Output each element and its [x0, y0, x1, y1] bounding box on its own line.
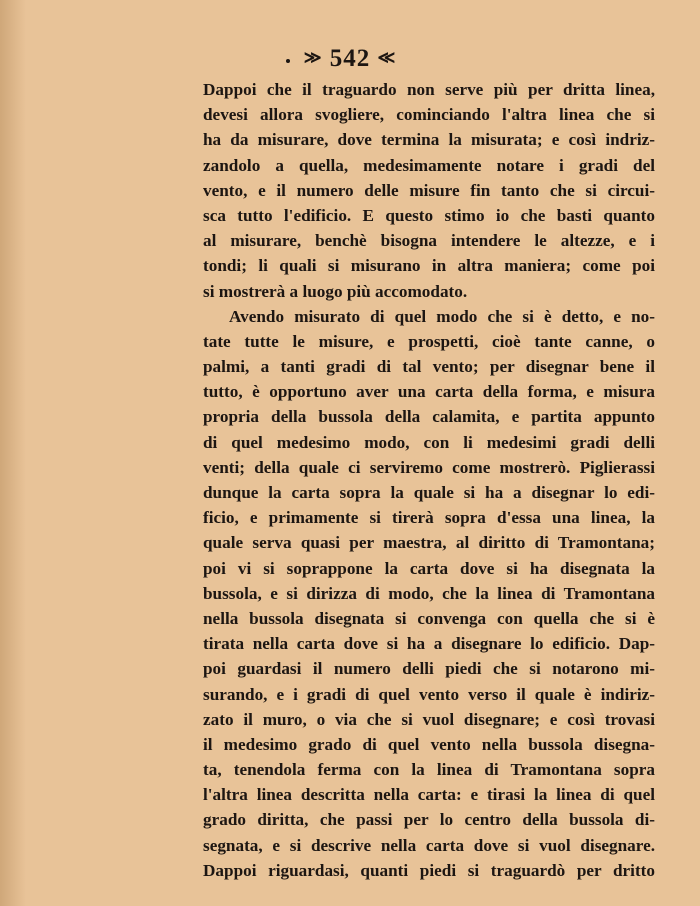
text-line: poi guardasi il numero delli piedi che si notarono mi- — [203, 659, 655, 679]
page-number: 542 — [329, 45, 371, 72]
text-line: Dappoi che il traguardo non serve più per dritta linea, — [203, 80, 655, 99]
text-line: quale serva quasi per maestra, al diritto di Tramontana; — [203, 533, 655, 553]
text-line: tirata nella carta dove si ha a disegnare lo edificio. Dap- — [203, 634, 655, 654]
text-line: palmi, a tanti gradi di tal vento; per disegnar bene il — [203, 357, 655, 377]
text-line: zato il muro, o via che si vuol disegnare; e così trovasi — [203, 709, 655, 729]
text-line: bussola, e si dirizza di modo, che la linea di Tramontana — [203, 583, 655, 603]
text-line: propria della bussola della calamita, e partita appunto — [203, 407, 655, 427]
text-line: tutto, è opportuno aver una carta della forma, e misura — [203, 382, 655, 402]
text-line: venti; della quale ci serviremo come mostrerò. Piglierassi — [203, 457, 655, 477]
text-line: zandolo a quella, medesimamente notare i gradi del — [203, 155, 655, 175]
body-text — [203, 77, 655, 883]
text-line: surando, e i gradi di quel vento verso il quale è indiriz- — [203, 684, 655, 704]
text-line: nella bussola disegnata si convenga con quella che si è — [203, 608, 655, 628]
text-line: poi vi si soprappone la carta dove si ha disegnata la — [203, 558, 655, 578]
text-line: vento, e il numero delle misure fin tanto che si circui- — [203, 180, 655, 200]
text-line: ha da misurare, dove termina la misurata; e così indriz- — [203, 130, 655, 150]
page-header — [0, 45, 700, 73]
right-ornament: ≪ — [377, 48, 397, 67]
text-line: sca tutto l'edificio. E questo stimo io che basti quanto — [203, 205, 655, 225]
text-line: l'altra linea descritta nella carta: e tirasi la linea di quel — [203, 785, 655, 805]
left-ornament: ≫ — [303, 48, 323, 67]
text-line: segnata, e si descrive nella carta dove si vuol disegnare. — [203, 835, 655, 855]
text-line: tondi; li quali si misurano in altra maniera; come poi — [203, 256, 655, 276]
page-gutter-shadow — [0, 0, 26, 906]
text-line: ficio, e primamente si tirerà sopra d'essa una linea, la — [203, 508, 655, 528]
text-line: al misurare, benchè bisogna intendere le altezze, e i — [203, 231, 655, 251]
text-line: il medesimo grado di quel vento nella bussola disegna- — [203, 734, 655, 754]
text-line-paragraph-start: Avendo misurato di quel modo che si è detto, e no- — [229, 306, 655, 326]
text-line: Dappoi riguardasi, quanti piedi si traguardò per dritto — [203, 860, 655, 880]
text-line: dunque la carta sopra la quale si ha a disegnar lo edi- — [203, 483, 655, 502]
text-line: devesi allora svogliere, cominciando l'altra linea che si — [203, 105, 655, 125]
text-line: grado diritta, che passi per lo centro della bussola di- — [203, 810, 655, 830]
text-line: di quel medesimo modo, con li medesimi gradi delli — [203, 432, 655, 452]
text-line-paragraph-end: si mostrerà a luogo più accomodato. — [203, 281, 468, 301]
text-line: ta, tenendola ferma con la linea di Tramontana sopra — [203, 760, 655, 780]
text-line: tate tutte le misure, e prospetti, cioè tante canne, o — [203, 331, 655, 351]
